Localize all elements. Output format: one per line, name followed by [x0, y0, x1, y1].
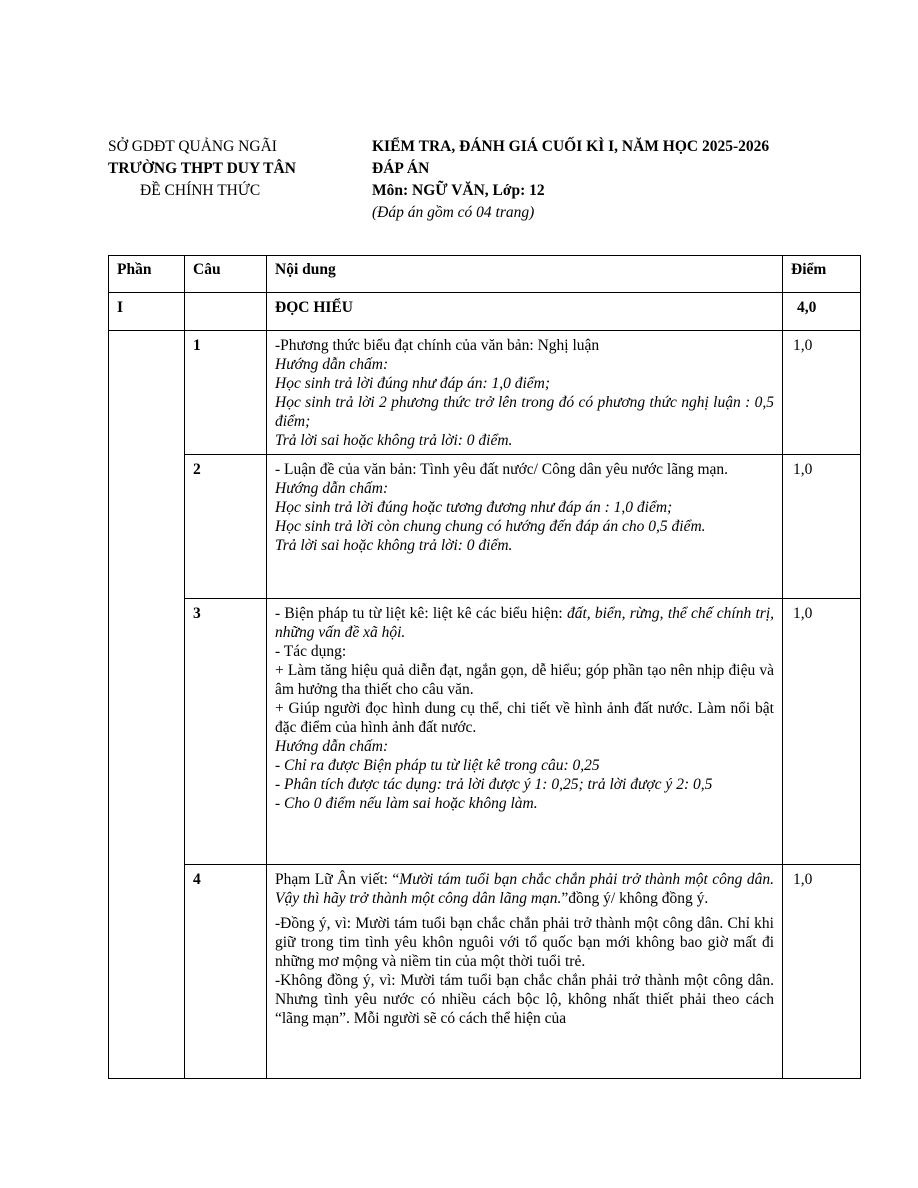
- question-number: 1: [185, 331, 267, 455]
- grading-line: Học sinh trả lời còn chung chung có hướng đến đáp án cho 0,5 điểm.: [275, 518, 706, 535]
- answer-line: - Tác dụng:: [275, 643, 347, 660]
- question-score: 1,0: [783, 599, 861, 865]
- answer-line: + Giúp người đọc hình dung cụ thể, chi tiết về hình ảnh đất nước. Làm nổi bật đặc điểm của hình ảnh đất nước.: [275, 700, 774, 736]
- answer-content: [267, 331, 783, 455]
- page-count-note: (Đáp án gồm có 04 trang): [372, 204, 535, 221]
- answer-line: [275, 604, 774, 642]
- col-header-part: Phần: [109, 256, 185, 293]
- header-left: [108, 136, 348, 202]
- question-score: 1,0: [783, 455, 861, 599]
- answer-line: [275, 870, 774, 908]
- table-row: [109, 865, 861, 1079]
- answer-content: [267, 599, 783, 865]
- answer-line: -Phương thức biểu đạt chính của văn bản: Nghị luận: [275, 337, 600, 354]
- answer-line: -Đồng ý, vì: Mười tám tuổi bạn chắc chắn phải trở thành một công dân. Chỉ khi giữ trong tim tình yêu khôn nguôi với tổ quốc bạn mới không bao giờ mất đi những mơ mộng và niềm tin của một thời tuổi trẻ.: [275, 915, 774, 970]
- grading-guide-label: Hướng dẫn chấm:: [275, 480, 389, 497]
- col-header-question: Câu: [185, 256, 267, 293]
- question-score: 1,0: [783, 331, 861, 455]
- question-number: 2: [185, 455, 267, 599]
- section-question-empty: [185, 293, 267, 331]
- answer-table: [108, 255, 861, 1079]
- subject-line: Môn: NGỮ VĂN, Lớp: 12: [372, 182, 545, 199]
- header-right: [372, 136, 872, 224]
- grading-line: - Cho 0 điểm nếu làm sai hoặc không làm.: [275, 795, 538, 812]
- question-score: 1,0: [783, 865, 861, 1079]
- section-score: 4,0: [783, 293, 861, 331]
- grading-line: Học sinh trả lời 2 phương thức trở lên trong đó có phương thức nghị luận : 0,5 điểm;: [275, 394, 774, 430]
- grading-guide-label: Hướng dẫn chấm:: [275, 356, 389, 373]
- grading-line: - Chỉ ra được Biện pháp tu từ liệt kê trong câu: 0,25: [275, 757, 600, 774]
- table-row: [109, 599, 861, 865]
- section-row: [109, 293, 861, 331]
- quote-intro: Phạm Lữ Ân viết: “: [275, 871, 400, 888]
- answer-text: - Biện pháp tu từ liệt kê: liệt kê các biểu hiện:: [275, 605, 567, 622]
- section-part: I: [109, 293, 185, 331]
- official-label: ĐỀ CHÍNH THỨC: [140, 182, 261, 199]
- grading-line: Học sinh trả lời đúng như đáp án: 1,0 điểm;: [275, 375, 551, 392]
- quote-outro: ”đồng ý/ không đồng ý.: [561, 890, 709, 907]
- question-number: 4: [185, 865, 267, 1079]
- school-name: TRƯỜNG THPT DUY TÂN: [108, 160, 296, 177]
- grading-guide-label: Hướng dẫn chấm:: [275, 738, 389, 755]
- question-number: 3: [185, 599, 267, 865]
- grading-line: - Phân tích được tác dụng: trả lời được ý 1: 0,25; trả lời được ý 2: 0,5: [275, 776, 713, 793]
- table-row: [109, 331, 861, 455]
- exam-title: KIỂM TRA, ĐÁNH GIÁ CUỐI KÌ I, NĂM HỌC 2025-2026: [372, 138, 770, 155]
- col-header-content: Nội dung: [267, 256, 783, 293]
- answer-content: [267, 455, 783, 599]
- answer-line: - Luận đề của văn bản: Tình yêu đất nước/ Công dân yêu nước lãng mạn.: [275, 461, 729, 478]
- part-cell-empty: [109, 331, 185, 1079]
- grading-line: Trả lời sai hoặc không trả lời: 0 điểm.: [275, 432, 513, 449]
- answer-line: + Làm tăng hiệu quả diễn đạt, ngắn gọn, dễ hiểu; góp phần tạo nên nhịp điệu và âm hưởng tha thiết cho câu văn.: [275, 662, 774, 698]
- grading-line: Học sinh trả lời đúng hoặc tương đương như đáp án : 1,0 điểm;: [275, 499, 673, 516]
- department-name: SỞ GDĐT QUẢNG NGÃI: [108, 138, 277, 155]
- answer-italic-text: đất, biển, rừng, thể chế chính trị, những vấn đề xã hội.: [275, 605, 774, 641]
- section-title: ĐỌC HIỂU: [267, 293, 783, 331]
- grading-line: Trả lời sai hoặc không trả lời: 0 điểm.: [275, 537, 513, 554]
- col-header-score: Điểm: [783, 256, 861, 293]
- quote-text: Mười tám tuổi bạn chắc chắn phải trở thành một công dân. Vậy thì hãy trở thành một công dân lãng mạn.: [275, 871, 774, 907]
- answer-line: -Không đồng ý, vì: Mười tám tuổi bạn chắc chắn phải trở thành một công dân. Nhưng tình yêu nước có nhiều cách bộc lộ, không nhất thiết phải theo cách “lãng mạn”. Mỗi người sẽ có cách thể hiện của: [275, 972, 774, 1027]
- doc-type: ĐÁP ÁN: [372, 160, 430, 177]
- table-header-row: [109, 256, 861, 293]
- table-row: [109, 455, 861, 599]
- answer-content: [267, 865, 783, 1079]
